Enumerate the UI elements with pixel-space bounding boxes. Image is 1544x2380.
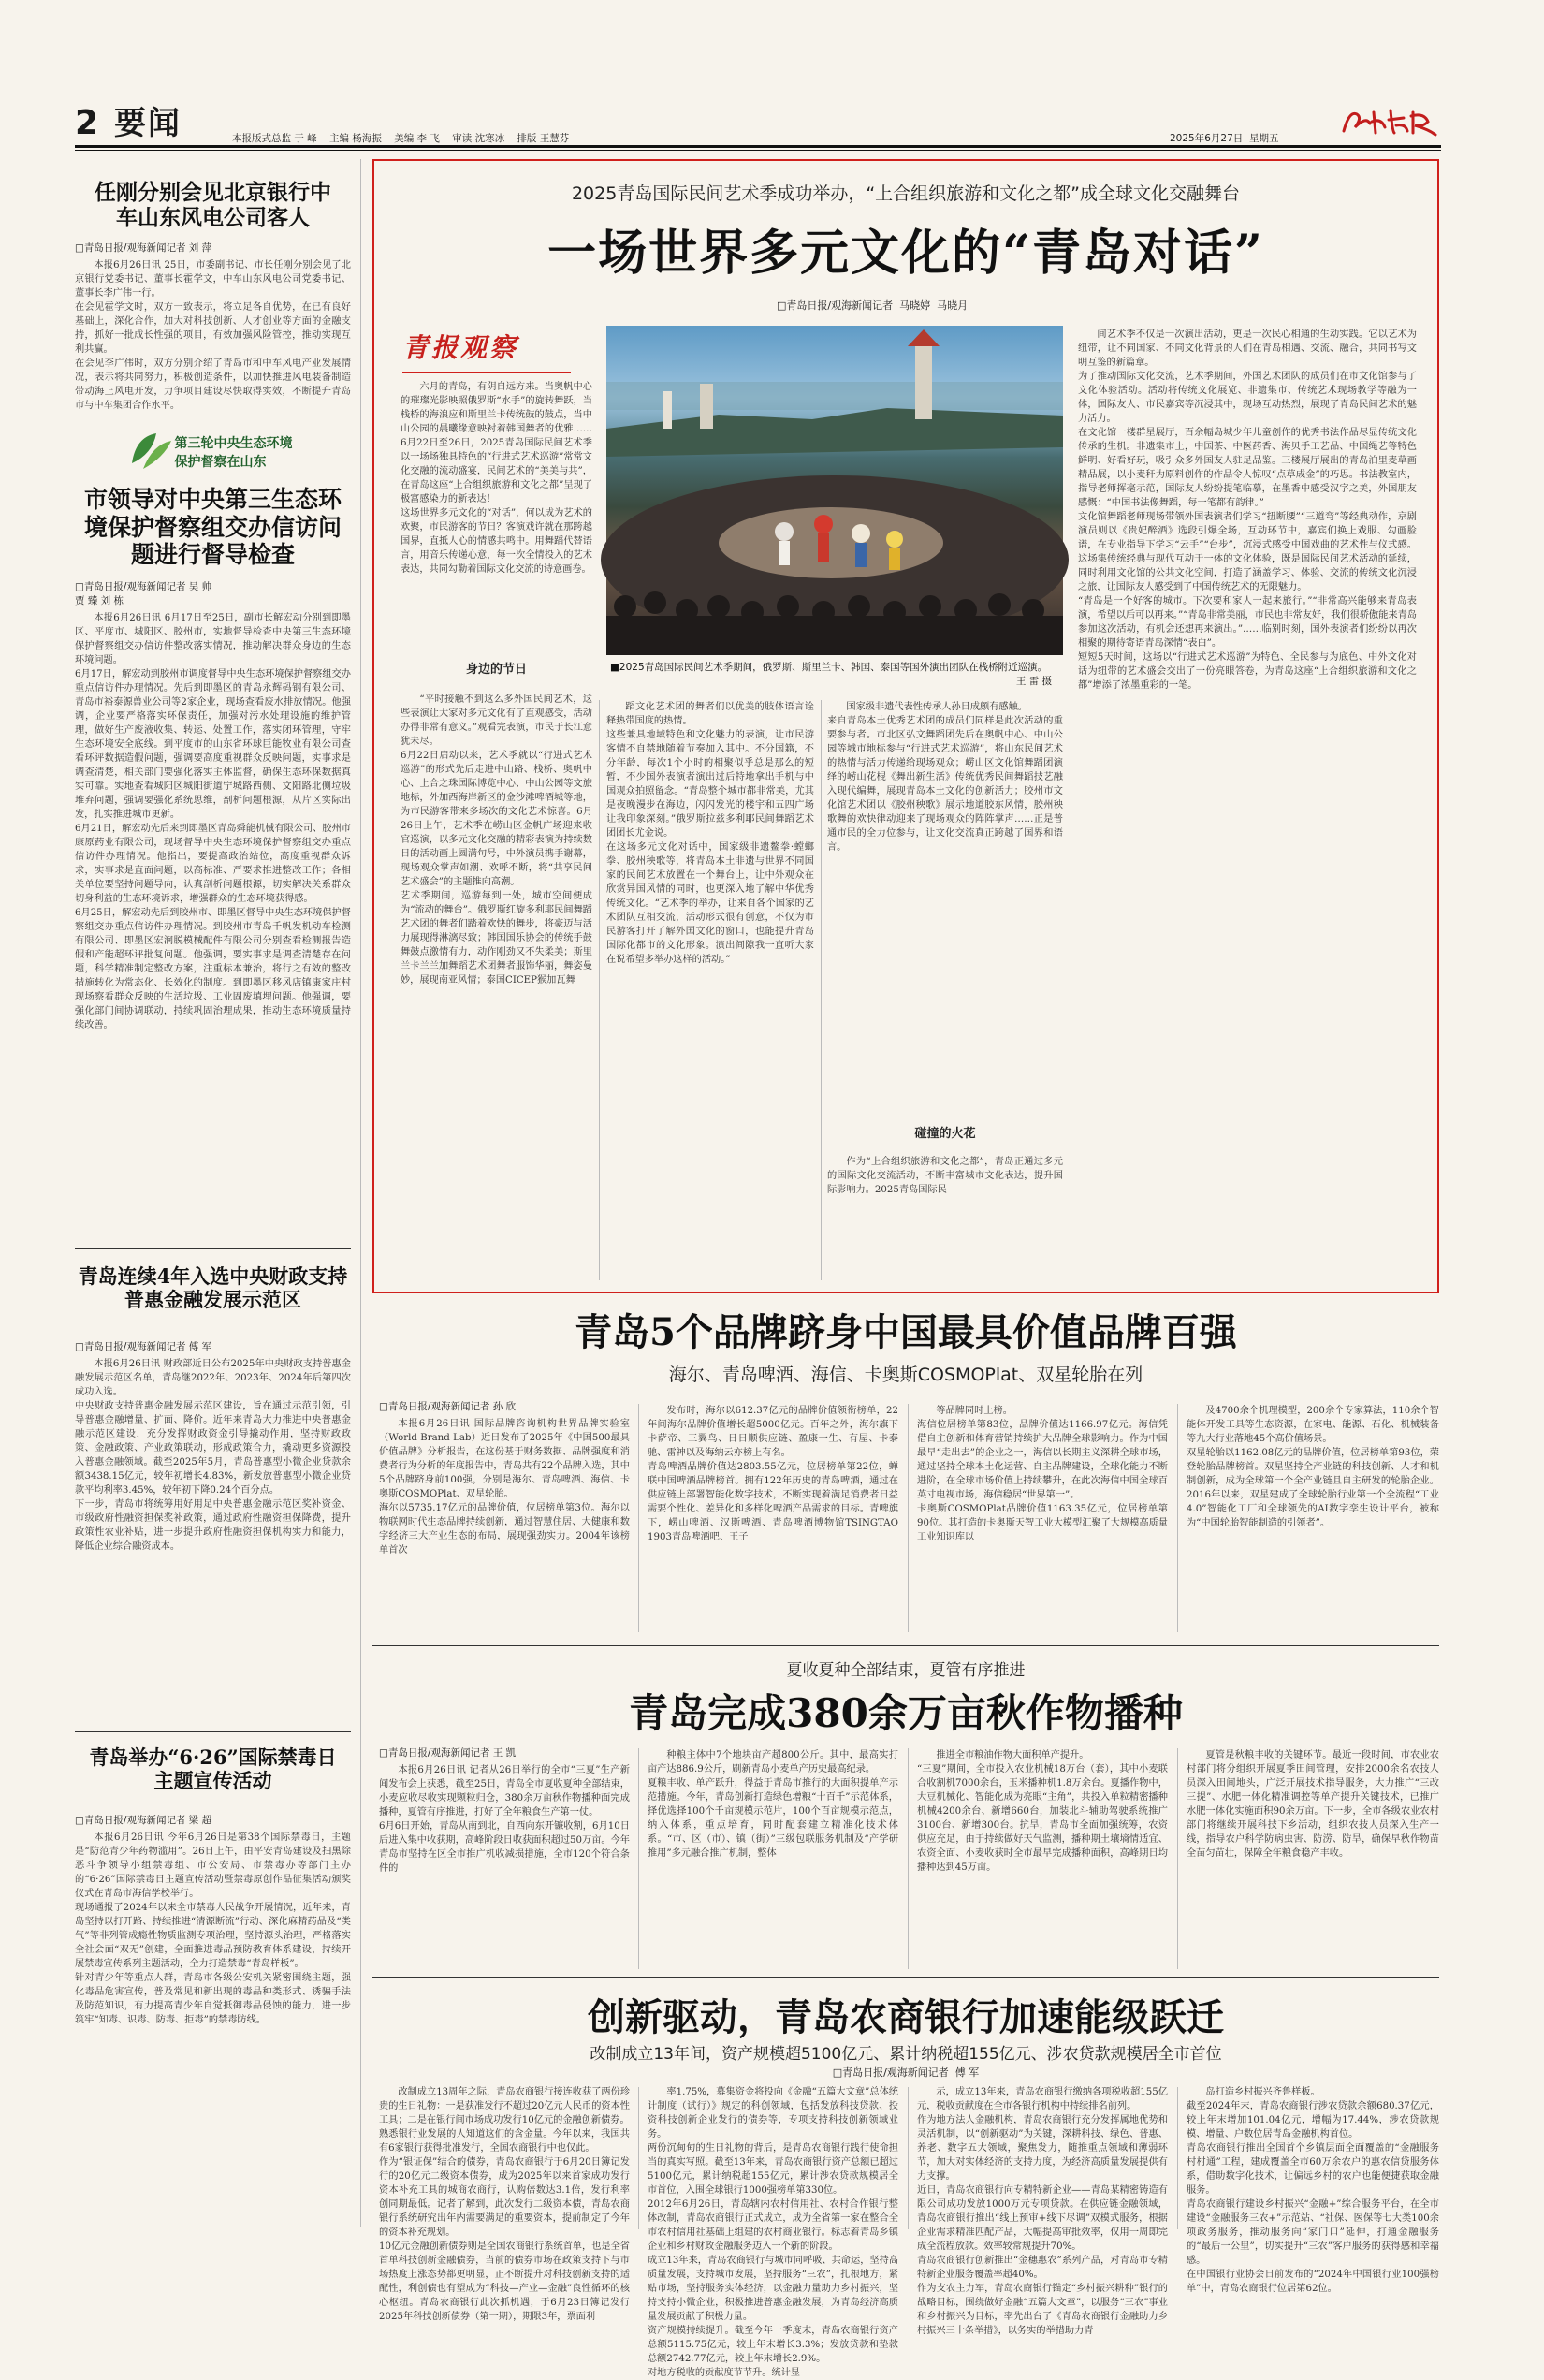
harvest-body-4: 夏管是秋粮丰收的关键环节。最近一段时间，市农业农村部门将分组织开展夏季田间管理，安排2000余名农技人员深入田间地头，广泛开展技术指导服务，大力推广“三改三提”、水肥一体化精准调控等单产提升关键技术，已推广水肥一体化实施面积90余万亩。下一步，全市各级农业农村部门将继续开展科技下乡活动，组织农技人员深入生产一线，指导农户科学防病虫害、防涝、防旱，确保早秋作物苗全苗匀苗壮，保障全年粮食稳产丰收。 xyxy=(1187,1750,1439,1859)
lead-column-4 xyxy=(1078,328,1417,1280)
lead-column-2 xyxy=(606,700,814,1280)
lead-kicker: 2025青岛国际民间艺术季成功举办，“上合组织旅游和文化之都”成全球文化交融舞台 xyxy=(571,183,1241,204)
bank-subtitle: 改制成立13年间，资产规模超5100亿元、累计纳税超155亿元、涉农贷款规模居全市首位 xyxy=(590,2045,1222,2064)
article-byline: □青岛日报/观海新闻记者 刘 萍 xyxy=(75,242,212,255)
lead-byline: □青岛日报/观海新闻记者 马晓婷 马晓月 xyxy=(777,299,969,312)
brand-column-2 xyxy=(648,1404,898,1634)
brand-body-4: 及4700余个机理模型，200余个专家算法，110余个智能体开发工具等生态资源，在家电、能源、石化、机械装备等九大行业落地45个高价值场景。 双星轮胎以1162.08亿元的品牌价值，位居榜单第93位，荣登轮胎品牌榜首。双星坚持全产业链的科技创新、人才和机制创新，成为全球第一个全产业链且自主研发的轮胎企业。2016年以来，双星建成了全球轮胎行业第一个全流程“工业4.0”智能化工厂和全球领先的AI数字孪生设计平台，被称为“中国轮胎智能制造的引领者”。 xyxy=(1187,1406,1439,1528)
brand-column-3 xyxy=(917,1404,1168,1634)
lead-body-3: 国家级非遗代表性传承人孙日成颇有感触。 来自青岛本土优秀艺术团的成员们同样是此次活动的重要参与者。市北区弘文舞蹈团先后在奥帆中心、中山公园等城市地标参与“行进式艺术巡游”，将山东民间艺术的热情与活力传递给现场观众；崂山区文化馆舞蹈团演绎的崂山花棍《舞出新生活》传统优秀民间舞蹈技艺融入现代编舞，展现青岛本土文化的创新活力；胶州市文化馆艺术团以《胶州秧歌》展示地道胶东风情，胶州秧歌舞的欢快律动迎来了现场观众的阵阵掌声……正是普通市民的全力位参与，让文化交流真正跨越了国界和语言。 xyxy=(827,702,1063,853)
column-divider xyxy=(638,1748,639,1969)
article-title-finance: 青岛连续4年入选中央财政支持普惠金融发展示范区 xyxy=(78,1264,348,1311)
bank-body-3: 示，成立13年来，青岛农商银行缴纳各项税收超155亿元，税收贡献度在全市各银行机构中持续排名前列。 作为地方法人金融机构，青岛农商银行充分发挥属地优势和灵活机制，以“创新驱动”为关键，深耕科技、绿色、普惠、养老、数字五大领域，聚焦发力，随推重点领域和薄弱环节，加大对实体经济的支持力度，为经济高质量发展提供有力支撑。 近日，青岛农商银行向专精特新企业——青岛某精密铸造有限公司成功发放1000万元专项贷款。在供应链金融领域，青岛农商银行推出“线上预审+线下尽调”双模式服务，根据企业需求精准匹配产品，大幅提高审批效率，仅用一周即完成全流程放款。效率较常规提升70%。 青岛农商银行创新推出“金穗惠农”系列产品，对青岛市专精特新企业服务覆盖率超40%。 作为支农主力军，青岛农商银行锚定“乡村振兴耕种”银行的战略目标，围绕做好金融“五篇大文章”，以服务“三农”事业和乡村振兴为目标，率先出台了《青岛农商银行金融助力乡村振兴三十条举措》，以务实的举措助力青 xyxy=(917,2087,1168,2336)
article-body: 本报6月26日讯 财政部近日公布2025年中央财政支持普惠金融发展示范区名单，青岛继2022年、2023年、2024年后第四次成功入选。 中央财政支持普惠金融发展示范区建设，旨在通过示范引领，引导普惠金融增量、扩面、降价。近年来青岛大力推进中央普惠金融示范区建设，充分发挥财政资金引导撬动作用，坚持财政政策、金融政策、产业政策联动，形成政策合力，撬动更多资源投入普惠金融领域。截至2025年5月，青岛普惠型小微企业贷款余额3438.15亿元，较年初增长4.83%，新发放普惠型小微企业贷款平均利率3.45%，较年初下降0.24个百分点。 下一步，青岛市将统筹用好用足中央普惠金融示范区奖补资金、市级政府性融资担保奖补政策，通过政府性融资担保降费，提升政策性农业补贴，进一步提升政府性融资担保机构实力和能力，降低企业综合融资成本。 xyxy=(75,1359,351,1552)
harvest-body-3: 推进全市粮油作物大面积单产提升。 “三夏”期间，全市投入农业机械18万台（套），其中小麦联合收割机7000余台，玉米播种机1.8万余台。夏播作物中，大豆机械化、智能化成为亮眼“主角”，共投入单粒精密播种机械4200余台、新增660台，加装北斗辅助驾驶系统推广3100台、新增300台。抗旱，青岛市全面加强统筹，农资供应充足，由于持续做好天气监测，播种期土壤墒情适宜、农资全面、小麦收获时全市最早完成播种面积，高峰期日均播种达到45万亩。 xyxy=(917,1750,1168,1873)
photo-caption xyxy=(610,661,1059,689)
harvest-column-2 xyxy=(648,1748,898,1971)
masthead-rule xyxy=(75,145,1441,148)
column-divider xyxy=(1177,2087,1178,2229)
article-byline: □青岛日报/观海新闻记者 梁 超 xyxy=(75,1815,212,1826)
festival-crowd-photo xyxy=(606,326,1063,655)
lead-body-1b: “平时接触不到这么多外国民间艺术，这些表演让大家对多元文化有了直观感受，活动办得非常有意义。”观看完表演，市民于长江意犹未尽。 6月22日启动以来，艺术季就以“行进式艺术巡游”的形式先后走进中山路、栈桥、奥帆中心、上合之珠国际博览中心、中山公园等文旅地标，外加西海岸新区的金沙滩啤酒城等地，为市民游客带来多场次的文化艺术惊喜。6月26日上午，艺术季在崂山区金帆广场迎来收官巡演，以多元文化交融的精彩表演为持续数日的活动画上圆满句号，中外演员携手谢幕，现场观众掌声如潮、欢呼不断，将“共享民间艺术盛会”的主题推向高潮。 艺术季期间，巡游每到一处，城市空间便成为“流动的舞台”。俄罗斯红旋多利耶民间舞蹈艺术团的舞者们踏着欢快的舞步，将豪迈与活力展现得淋漓尽致；韩国国乐协会的传统手鼓舞鼓点激情有力，动作刚劲又不失柔美；斯里兰卡兰兰加舞蹈艺术团舞者服饰华丽，舞姿曼妙，展现南亚风情；泰国CICEP猴加瓦舞 xyxy=(401,694,592,986)
brand-column-4 xyxy=(1187,1404,1439,1634)
section-divider xyxy=(372,1645,1439,1646)
masthead-rule-thin xyxy=(75,150,1441,151)
brand-body-1: 本报6月26日讯 国际品牌咨询机构世界品牌实验室（World Brand Lab）近日发布了2025年《中国500最具价值品牌》分析报告，在这份基于财务数据、品牌强度和消费者行为分析的年度报告中，青岛共有22个品牌入选，其中5个品牌跻身前100强，分别是海尔、青岛啤酒、海信、卡奥斯COSMOPlat、双星轮胎。 海尔以5735.17亿元的品牌价值，位居榜单第3位。海尔以物联网时代生态品牌持续创新，通过智慧住居、大健康和数字经济三大产业生态的布局，展现强劲实力。2004年该榜单首次 xyxy=(379,1419,630,1555)
column-badge xyxy=(402,328,571,373)
article-body: 本报6月26日讯 6月17日至25日，副市长解宏动分别到即墨区、平度市、城阳区、胶州市，实地督导检查中央第三生态环境保护督察组交办信访件整改落实情况，推动解决群众身边的生态环境问题。 6月17日，解宏动到胶州市调度督导中央生态环境保护督察组交办重点信访件办理情况。先后到即墨区的青岛永辉码钢有限公司、青岛市裕泰源兽业公司等2家企业，现场查看废水排放情况。他强调，企业要严格落实环保责任，加强对污水处理设施的维护管理，做好生产废液收集、转运、处置工作，落实闭环管理，守牢生态环境安全底线。到平度市的山东省环球巨能牧业有限公司查看环评数据造假问题，强调要高度重视群众反映问题，实事求是调查清楚，相关部门要强化落实主体监督，确保生态环保数据真实可靠。实地查看城阳区城阳街道宁城路西侧、文阳路北侧垃圾堆弃问题，强调要强化系统思维，剖析问题根源，从片区实际出发，扎实推进城市更新。 6月21日，解宏动先后来到即墨区青岛舜能机械有限公司、胶州市康原药业有限公司，现场督导中央生态环境保护督察组交办重点信访件办理情况。他指出，要提高政治站位，高度重视群众诉求，实事求是直面问题，以高标准、严要求推进整改工作；各相关单位要坚持问题导向，认真剖析问题根源，切实解决关系群众切身利益的生态环境诉求，增强群众的生态环境获得感。 6月25日，解宏动先后到胶州市、即墨区督导中央生态环境保护督察组交办重点信访件办理情况。到胶州市青岛千帆发机动车检测有限公司、即墨区宏润脱模械配件有限公司分别查看检测报告造假和产能超环评批复问题。他强调，要实事求是调查清楚存在问题，科学精准制定整改方案，注重标本兼治，将行之有效的整改措施转化为常态化、长效化的制度。到即墨区移风店镇康家庄村现场察看群众反映的生活垃圾、工业固废填埋问题。他强调，要强化部门间协调联动，持续巩固治理成果，推动生态环境质量持续改善。 xyxy=(75,612,351,1030)
column-divider xyxy=(1177,1748,1178,1969)
brand-column-1 xyxy=(379,1400,630,1634)
bank-column-2 xyxy=(648,2085,898,2378)
brand-body-3: 等品牌同时上榜。 海信位居榜单第83位，品牌价值达1166.97亿元。海信凭借自主创新和体育营销持续扩大品牌全球影响力。作为中国最早“走出去”的企业之一，海信以长期主义深耕全球市场，通过坚持全球本土化运营、自主品牌建设，全球化能力不断进阶，在全球市场价值上持续攀升，在此次海信中国全球百英寸电视市场，海信稳居“世界第一”。 卡奥斯COSMOPlat品牌价值1163.35亿元，位居榜单第90位。其打造的卡奥斯天智工业大模型汇聚了大规模高质量工业知识库以 xyxy=(917,1406,1168,1542)
badge-line-2: 保护督察在山东 xyxy=(174,455,267,471)
bank-column-4 xyxy=(1187,2085,1439,2294)
column-divider xyxy=(360,159,361,2227)
logo-calligraphy-icon xyxy=(1338,103,1441,140)
lead-subhead-hometown-festival: 身边的节日 xyxy=(465,663,527,677)
article-byline: □青岛日报/观海新闻记者 王 凯 xyxy=(379,1747,517,1759)
column-divider xyxy=(638,1404,639,1632)
section-name: 要闻 xyxy=(114,105,182,142)
column-badge-text: 青报观察 xyxy=(402,332,519,363)
date-text: 2025年6月27日 xyxy=(1170,133,1244,144)
article-title-antidrug: 青岛举办“6·26”国际禁毒日主题宣传活动 xyxy=(89,1745,337,1792)
lead-body-4: 间艺术季不仅是一次演出活动，更是一次民心相通的生动实践。它以艺术为纽带，让不同国家、不同文化背景的人们在青岛相遇、交流、融合，共同书写文明互鉴的新篇章。 为了推动国际文化交流，艺术季期间，外国艺术团队的成员们在市文化馆参与了文化体验活动。活动将传统文化展览、非遗集市、传统艺术现场教学等融为一体，国际友人、市民嘉宾等沉浸其中，现场互动热烈，展现了青岛民间艺术的魅力活力。 在文化馆一楼群星展厅，百余幅岛城少年儿童创作的优秀书法作品尽显传统文化传承的生机。非遗集市上，中国茶、中医药香、海贝手工艺品、中国绳艺等特色鲜明、好看好玩，吸引众多外国友人驻足品鉴。三楼展厅展出的青岛泊里麦草画精品展，以小麦秆为原料创作的作品令人惊叹“点草成金”的巧思。书法教室内，指导老师挥毫示范，国际友人纷纷提笔临摹，在墨香中感受汉字之美，外国朋友感慨：“中国书法像舞蹈，每一笔都有韵律。” 文化馆舞蹈老师现场带领外国表演者们学习“扭断腰”“三道弯”等经典动作，京剧演员则以《贵妃醉酒》选段引爆全场，互动环节中，嘉宾们换上戏服、勾画脸谱，在专业指导下学习“云手”“台步”，沉浸式感受中国戏曲的艺术性与仪式感。这场集传统经典与现代互动于一体的文化体验，既是国际民间艺术活动的延续，同时利用文化馆的公共文化空间，打造了涵盖学习、体验、交流的传统文化沉浸之旅，让国际友人感受到了中国传统艺术的无限魅力。 “青岛是一个好客的城市。下次要和家人一起来旅行。”“非常高兴能够来青岛表演，希望以后可以再来。”“青岛非常美丽，市民也非常友好，我们很骄傲能来青岛参加这次活动，有机会还想再来演出。”……临别时刻，国外表演者们纷纷以再次相聚的期待寄语青岛深情“表白”。 短短5天时间，这场以“行进式艺术巡游”为特色、全民参与为底色、中外文化对话为纽带的艺术盛会交出了一份亮眼答卷，为青岛这座“上合组织旅游和文化之都”增添了浓墨重彩的一笔。 xyxy=(1078,329,1417,691)
campaign-badge xyxy=(115,426,312,478)
harvest-column-3 xyxy=(917,1748,1168,1971)
column-divider xyxy=(1177,1404,1178,1632)
lead-column-3 xyxy=(827,700,1063,1037)
bank-headline: 创新驱动，青岛农商银行加速能级跃迁 xyxy=(588,1995,1224,2039)
photo-caption-text: ■2025青岛国际民间艺术季期间，俄罗斯、斯里兰卡、韩国、泰国等国外演出团队在栈桥附近巡演。 xyxy=(610,662,1048,673)
lead-body-1: 六月的青岛，有阴自远方来。当奥帆中心的璀璨光影映照俄罗斯“水手”的旋转舞跃，当栈桥的海浪应和斯里兰卡传统鼓的鼓点，当中山公园的晨曦缘意映衬着韩国舞者的优雅……6月22日至26日，2025青岛国际民间艺术季以一场场独具特色的“行进式艺术巡游”常常文化交融的流动盛宴，民间艺术的“美美与共”，在青岛这座“上合组织旅游和文化之都”呈现了极富感染力的新表达！ 这场世界多元文化的“对话”，何以成为艺术的欢聚，市民游客的节日？客演戏许就在那跨越国界，直抵人心的情感共鸣中。用舞蹈代替语言，用音乐传递心意，每一次全情投入的艺术表达，共同勾勒着国际文化交流的诗意画卷。 xyxy=(401,382,592,575)
lead-story-box xyxy=(372,159,1439,1293)
harvest-kicker: 夏收夏种全部结束，夏管有序推进 xyxy=(786,1661,1026,1680)
antidrug-article xyxy=(75,1814,351,2027)
column-divider xyxy=(908,1748,909,1969)
bank-body-2: 率1.75%，募集资金将投向《金融“五篇大文章”总体统计制度（试行）》规定的科创领域，包括发放科技贷款、投资科技创新企业发行的债券等，专项支持科技创新领域业务。 两份沉甸甸的生日礼物的背后，是青岛农商银行践行使命担当的真实写照。截至13年来，青岛农商银行资产总额已超过5100亿元，累计纳税超155亿元，累计涉农贷款规模居全市首位，入围全球银行1000强榜单第330位。 2012年6月26日，青岛辖内农村信用社、农村合作银行整体改制，青岛农商银行正式成立，成为全省第一家在整合全市农村信用社基础上组建的农村商业银行。标志着青岛乡镇企业和乡村财政金融服务迈入一个新的阶段。 成立13年来，青岛农商银行与城市同呼吸、共命运，坚持高质量发展，支持城市发展，坚持服务“三农”，扎根地方，紧贴市场，坚持服务实体经济，以金融力量助力乡村振兴，坚持支持小微企业，积极推进普惠金融发展，为青岛经济高质量发展贡献了积极力量。 资产规模持续提升。截至今年一季度末，青岛农商银行资产总额5115.75亿元，较上年末增长3.3%；发放贷款和垫款总额2742.77亿元，较上年末增长2.9%。 对地方税收的贡献度节节升。统计显 xyxy=(648,2087,898,2378)
lead-column-1 xyxy=(401,380,592,588)
article-byline: □青岛日报/观海新闻记者 孙 欣 xyxy=(379,1401,517,1412)
bank-body-4: 岛打造乡村振兴齐鲁样板。 截至2024年末，青岛农商银行涉农贷款余额680.37亿元，较上年末增加101.04亿元，增幅为17.44%，涉农贷款规模、增量、户数位居青岛金融机构首位。 青岛农商银行推出全国首个乡镇层面全面覆盖的“金融服务村村通”工程，建成覆盖全市60万余农户的惠农信贷服务体系，借助数字化技术，让偏远乡村的农户也能便捷获取金融服务。 青岛农商银行建设乡村振兴“金融+”综合服务平台，在全市建设“金融服务三农+”示范站、“社保、医保等七大类100余项政务服务，推动服务向“家门口”延伸，打通金融服务的“最后一公里”，切实提升“三农”客户服务的获得感和幸福感。 在中国银行业协会日前发布的“2024年中国银行业100强榜单”中，青岛农商银行位居第62位。 xyxy=(1187,2087,1439,2294)
divider xyxy=(75,1248,351,1249)
bank-body-1: 改制成立13周年之际，青岛农商银行接连收获了两份珍贵的生日礼物：一是获准发行不超过20亿元人民币的资本性工具；二是在银行间市场成功发行10亿元的金融创新债券。 熟悉银行业发展的人知道这们的含金量。今年以来，我国共有6家银行获得批准发行，全国农商银行中也仅此。 作为“银证保”结合的债券，青岛农商银行于6月20日簿记发行的20亿元二级资本债券，成为2025年以来首家成功发行资本补充工具的城商农商行，认购倍数达3.1倍，发行利率创同期最低。记者了解到，此次发行二级资本债，青岛农商银行系统研究出年内需要满足的重要资本，提前制定了今年的资本补充规划。 10亿元金融创新债券则是全国农商银行系统首单，也是全省首单科技创新金融债券，当前的债券市场在政策支持下与市场热度上涨态势都更明显，正不断提升对科技创新支持的适配性，利创债也有望成为“科技—产业—金融”良性循环的核心枢纽。青岛农商银行此次抓机遇，于6月23日簿记发行2025年科技创新债券（第一期），期限3年，票面利 xyxy=(379,2087,630,2322)
column-divider xyxy=(599,700,600,1280)
column-divider xyxy=(908,1404,909,1632)
issue-date xyxy=(1170,131,1278,145)
lead-body-3b: 作为“上合组织旅游和文化之都”，青岛正通过多元的国际文化交流活动，不断丰富城市文化表达，提升国际影响力。2025青岛国际民 xyxy=(827,1157,1063,1195)
badge-line-1: 第三轮中央生态环境 xyxy=(174,436,293,452)
newspaper-logo xyxy=(1338,103,1441,140)
lead-headline: 一场世界多元文化的“青岛对话” xyxy=(547,225,1264,282)
article-byline: □青岛日报/观海新闻记者 傅 军 xyxy=(75,1341,212,1352)
finance-article xyxy=(75,1340,351,1554)
brand-headline: 青岛5个品牌跻身中国最具价值品牌百强 xyxy=(575,1310,1237,1354)
harvest-body-1: 本报6月26日讯 记者从26日举行的全市“三夏”生产新闻发布会上获悉，截至25日，青岛全市夏收夏种全部结束，小麦应收尽收实现颗粒归仓，380余万亩秋作物播种面完成播种，夏管有序推进，打好了全年粮食生产第一仗。 6月6日开始，青岛从南到北，自西向东开镰收割，6月10日后进入集中收获期，高峰阶段日收获面积超过50万亩。今年青岛市坚持在区全市推广机收减损措施，全市120个符合条件的 xyxy=(379,1765,630,1874)
page-number: 2 xyxy=(75,104,99,142)
lead-body-2: 蹈文化艺术团的舞者们以优美的肢体语言诠释热带国度的热情。 这些兼具地域特色和文化魅力的表演，让市民游客情不自禁地随着节奏加入其中。不分国籍，不分年龄，每次1个小时的相聚似乎总是那么的短暂，不少国外表演者演出过后特地拿出手机与中国观众拍照留念。“青岛整个城市都非常美，尤其是夜晚漫步在海边，闪闪发光的楼宇和五四广场让我印象深刻。”俄罗斯拉兹多利耶民间舞蹈艺术团团长尤金说。 在这场多元文化对话中，国家级非遗鳌拳·螳螂拳、胶州秧歌等，将青岛本土非遗与世界不同国家的民间艺术放置在一个舞台上，让中外观众在欣赏异国风情的同时，也更深入地了解中华优秀传统文化。“艺术季的举办，让来自各个国家的艺术团队互相交流，活动形式很有创意，不仅为市民游客打开了解外国文化的窗口，也能提升青岛国际化都市的文化形象。演出间隙我一直听大家在说希望多举办这样的活动。” xyxy=(606,702,814,965)
lead-column-3b xyxy=(827,1155,1063,1280)
article-byline: □青岛日报/观海新闻记者 吴 帅 贾 臻 刘 栋 xyxy=(75,580,212,606)
lead-column-1b xyxy=(401,693,592,1280)
harvest-column-4 xyxy=(1187,1748,1439,1971)
photo-credit: 王 雷 摄 xyxy=(1015,676,1052,687)
column-divider xyxy=(908,2087,909,2229)
column-divider xyxy=(638,2087,639,2229)
divider xyxy=(75,1731,351,1732)
harvest-column-1 xyxy=(379,1746,630,1971)
bank-column-1 xyxy=(379,2085,630,2322)
weekday-text: 星期五 xyxy=(1248,133,1279,144)
section-divider xyxy=(372,1977,1439,1978)
left-column xyxy=(75,161,351,2229)
harvest-headline: 青岛完成380余万亩秋作物播种 xyxy=(629,1690,1183,1736)
lead-photo xyxy=(606,326,1063,655)
bank-byline: □青岛日报/观海新闻记者 傅 军 xyxy=(832,2066,980,2079)
article-title-inspection: 市领导对中央第三生态环境保护督察组交办信访问题进行督导检查 xyxy=(83,486,342,569)
editor-credits: 本报版式总监 于 峰 主编 杨海振 美编 李 飞 审读 沈寒冰 排版 王慧芬 xyxy=(232,133,570,144)
lead-subhead-sparks: 碰撞的火花 xyxy=(914,1127,976,1141)
harvest-body-2: 种粮主体中7个地块亩产超800公斤。其中，最高实打亩产达886.9公斤，刷新青岛小麦单产历史最高纪录。 夏粮丰收、单产跃升，得益于青岛市推行的大面积提单产示范措施。今年，青岛创新打造绿色增粮“十百千”示范体系，择优选择100个千亩规模示范片，100个百亩规模示范点，纳入体系，重点培育，同时配套建立精准化技术体系。“市、区（市）、镇（街）”三级包联服务机制及“产学研推用”多元融合推广机制，整体 xyxy=(648,1750,898,1859)
article-body: 本报6月26日讯 25日，市委副书记、市长任刚分别会见了北京银行党委书记、董事长霍学文，中车山东风电公司党委书记、董事长李广伟一行。 在会见霍学文时，双方一致表示，将立足各自优势，在已有良好基础上，深化合作，加大对科技创新、人才创业等方面的金融支持，抓好一批成长性强的项目，有效加强风险管控，推动实现互利共赢。 在会见李广伟时，双方分别介绍了青岛市和中车风电产业发展情况，表示将共同努力，积极创造条件，以加快推进风电装备制造带动海上风电开发，力争项目建设尽快取得实效，不断提升青岛市与中车集团合作水平。 xyxy=(75,260,351,412)
column-divider xyxy=(821,700,822,1280)
brand-body-2: 发布时，海尔以612.37亿元的品牌价值领衔榜单，22年间海尔品牌价值增长超5000亿元。百年之外，海尔旗下卡萨帝、三翼鸟、日日顺供应链、盈康一生、有屋、卡泰驰、雷神以及海纳云亦榜上有名。 青岛啤酒品牌价值达2803.55亿元，位居榜单第22位，蝉联中国啤酒品牌榜首。拥有122年历史的青岛啤酒，通过在供应链上部署智能化数字技术，不断实现着满足消费者日益需要个性化、差异化和多样化啤酒产品需求的目标。青啤旗下，崂山啤酒、汉斯啤酒、青岛啤酒博物馆TSINGTAO 1903青岛啤酒吧、王子 xyxy=(648,1406,898,1542)
brand-subtitle: 海尔、青岛啤酒、海信、卡奥斯COSMOPlat、双星轮胎在列 xyxy=(668,1365,1143,1385)
article-body: 本报6月26日讯 今年6月26日是第38个国际禁毒日，主题是“防范青少年药物滥用”。26日上午，由平安青岛建设及扫黑除恶斗争领导小组禁毒组、市公安局、市禁毒办等部门主办的“6·26”国际禁毒日主题宣传活动暨禁毒原创作品征集活动颁奖仪式在青岛市海信学校举行。 现场通报了2024年以来全市禁毒人民战争开展情况，近年来，青岛坚持以打开路、持续推进“清源断流”行动、深化麻精药品及“类气”等非列管成瘾性物质监测专项治理，坚持源头治理，严格落实全社会面“双无”创建，全面推进毒品预防教育体系建设，持续开展禁毒宣传系列主题活动，全力打造禁毒“青岛样板”。 针对青少年等重点人群，青岛市各级公安机关紧密围绕主题，强化毒品危害宣传，普及常见和新出现的毒品种类形式、诱骗手法及防范知识，有力提高青少年自觉抵御毒品侵蚀的能力，进一步筑牢“知毒、识毒、防毒、拒毒”的禁毒防线。 xyxy=(75,1832,351,2025)
bank-column-3 xyxy=(917,2085,1168,2336)
article-title-meeting: 任刚分别会见北京银行中车山东风电公司客人 xyxy=(95,180,331,231)
